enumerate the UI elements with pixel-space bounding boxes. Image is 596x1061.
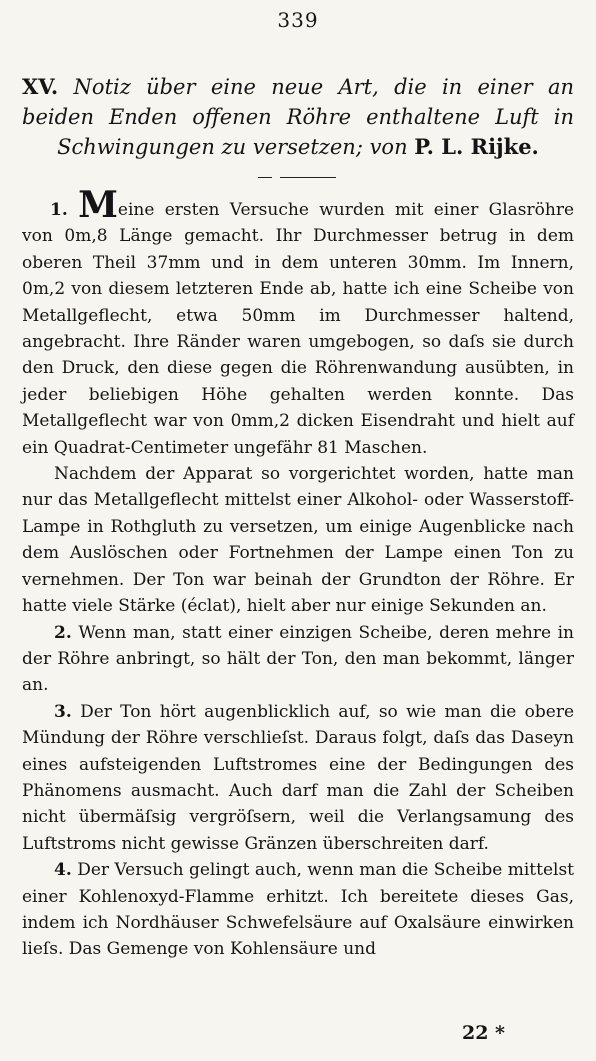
paragraph-3	[22, 699, 574, 857]
paragraph-number: 2.	[54, 622, 72, 643]
article-author: P. L. Rijke.	[414, 134, 539, 159]
drop-cap: M	[78, 184, 118, 226]
signature-mark: 22 *	[462, 1022, 505, 1044]
paragraph-2	[22, 620, 574, 699]
paragraph-number: 1.	[50, 200, 68, 220]
paragraph-text: Der Versuch gelingt auch, wenn man die Scheibe mittelst einer Kohlenoxyd-Flamme erhitzt. Ich bereitete dieses Gas, indem ich Nordhäuser Schwefelsäure auf Oxalsäure einwirken lieſs. Das Gemenge von Kohlensäure und	[22, 860, 575, 960]
paragraph-text: Wenn man, statt einer einzigen Scheibe, deren mehre in der Röhre anbringt, so hält der Ton, den man bekommt, länger an.	[22, 622, 575, 696]
paragraph-text: eine ersten Versuche wurden mit einer Glasröhre von 0m,8 Länge gemacht. Ihr Durchmesser betrug in dem oberen Theil 37mm und in dem unteren 30mm. Im Innern, 0m,2 von diesem letzteren Ende ab, hatte ich eine Scheibe von Metallgeflecht, etwa 50mm im Durchmesser haltend, angebracht. Ihre Ränder waren umgebogen, so daſs sie durch den Druck, den diese gegen die Röhrenwandung ausübten, in jeder beliebigen Höhe gehalten werden konnte. Das Metallgeflecht war von 0mm,2 dicken Eisendraht und hielt auf ein Quadrat-Centimeter ungefähr 81 Maschen.	[22, 200, 575, 458]
paragraph-1	[22, 184, 575, 461]
title-rule	[258, 174, 336, 182]
article-title	[22, 72, 574, 162]
paragraph-1-cont	[22, 461, 574, 619]
paragraph-text: Der Ton hört augenblicklich auf, so wie man die obere Mündung der Röhre verschlieſst. Daraus folgt, daſs das Daseyn eines aufsteigenden Luftstromes eine der Bedingungen des Phänomens ausmacht. Auch darf man die Zahl der Scheiben nicht übermäſsig vergröſsern, weil die Verlangsamung des Luftstroms nicht gewisse Gränzen überschreiten darf.	[22, 701, 575, 854]
paragraph-number: 4.	[54, 860, 72, 881]
paragraph-4	[22, 857, 574, 963]
paragraph-number: 3.	[54, 701, 72, 722]
page-number: 339	[277, 8, 319, 32]
article-body	[22, 184, 575, 963]
paragraph-text: Nachdem der Apparat so vorgerichtet worden, hatte man nur das Metallgeflecht mittelst einer Alkohol- oder Wasserstoff-Lampe in Rothgluth zu versetzen, um einige Augenblicke nach dem Auslöschen oder Fortnehmen der Lampe einen Ton zu vernehmen. Der Ton war beinah der Grundton der Röhre. Er hatte viele Stärke (éclat), hielt aber nur einige Sekunden an.	[22, 464, 574, 617]
article-title-text: Notiz über eine neue Art, die in einer an beiden Enden offenen Röhre enthaltene Luft in Schwingungen zu versetzen; von	[22, 75, 574, 159]
article-number: XV.	[22, 74, 59, 99]
